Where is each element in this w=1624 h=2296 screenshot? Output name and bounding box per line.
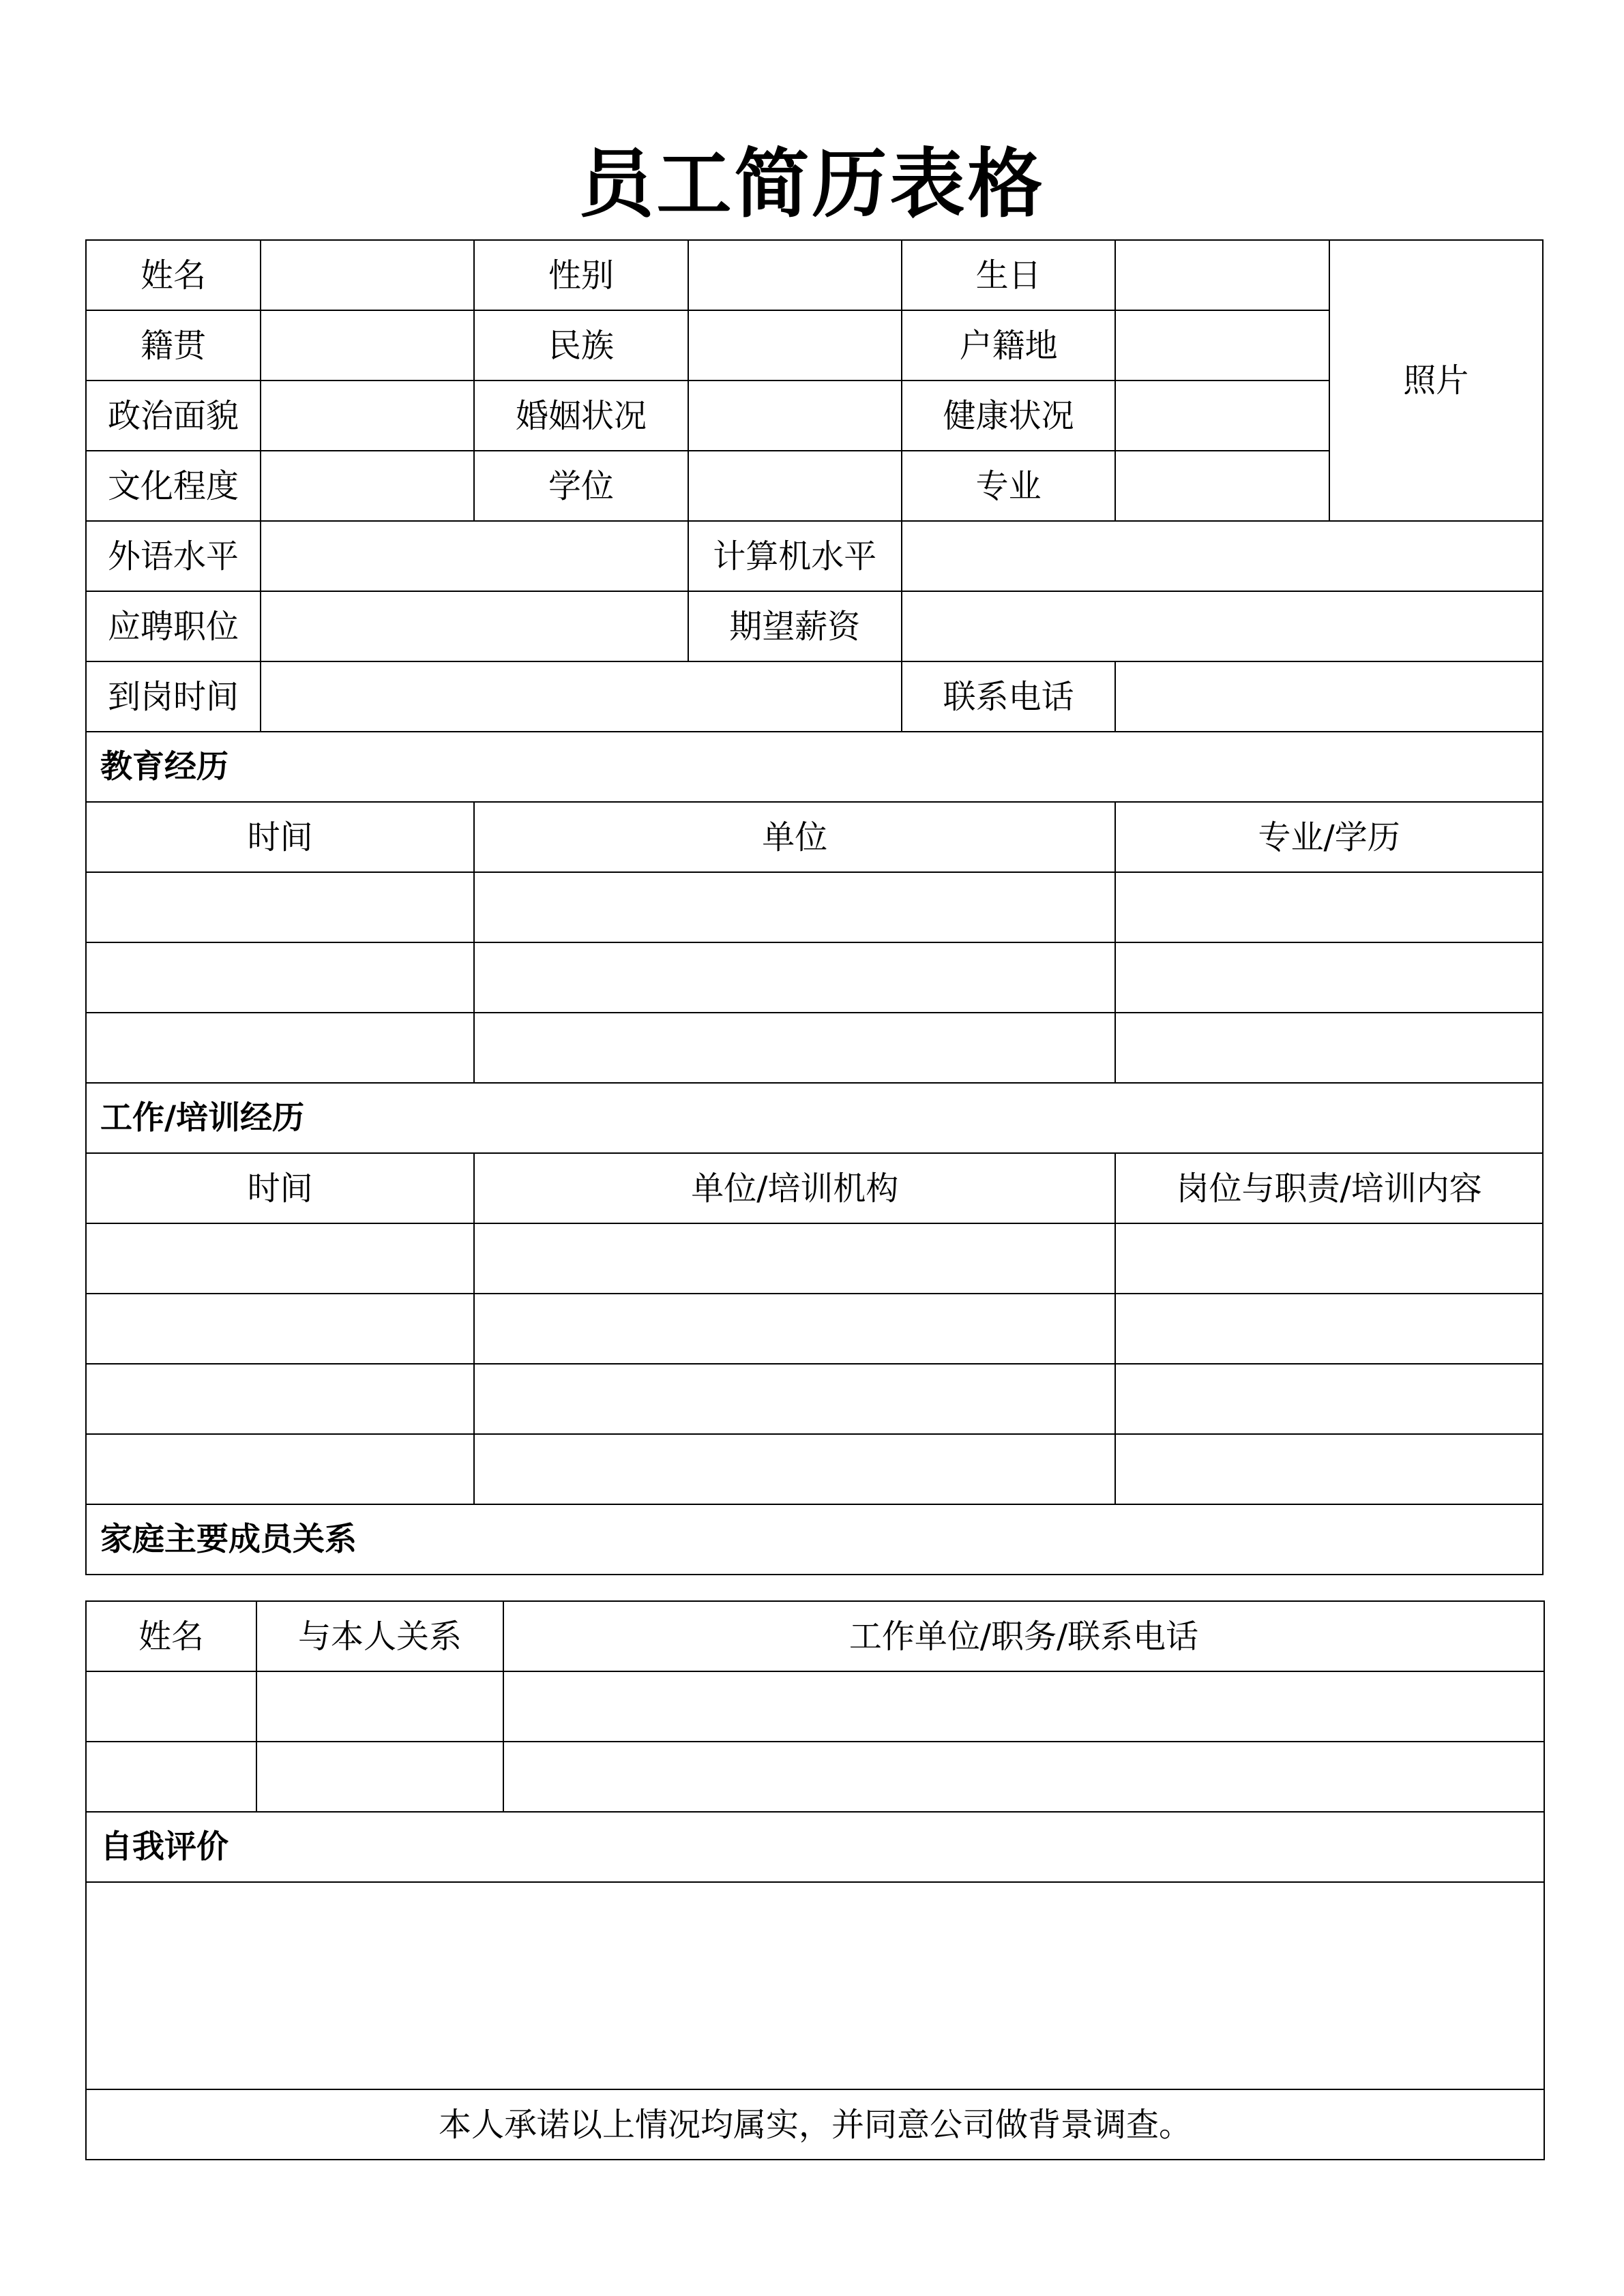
household-field[interactable] [1115,310,1329,381]
work-unit-cell[interactable] [474,1294,1115,1364]
salary-field[interactable] [902,591,1543,661]
family-header-row [86,1601,1544,1671]
work-section-title: 工作/培训经历 [86,1083,1543,1153]
declaration-text: 本人承诺以上情况均属实，并同意公司做背景调查。 [86,2089,1544,2160]
work-unit-cell[interactable] [474,1364,1115,1434]
photo-box[interactable]: 照片 [1329,240,1543,521]
education-level-field[interactable] [261,451,474,521]
education-unit-cell[interactable] [474,1013,1115,1083]
degree-field[interactable] [688,451,902,521]
family-name-cell[interactable] [86,1671,256,1742]
work-header-unit: 单位/培训机构 [474,1153,1115,1223]
work-row [86,1294,1543,1364]
work-header-duty: 岗位与职责/培训内容 [1115,1153,1543,1223]
family-relation-cell[interactable] [256,1742,503,1812]
work-row [86,1223,1543,1294]
education-header-unit: 单位 [474,802,1115,872]
marital-field[interactable] [688,381,902,451]
basic-row-6 [86,591,1543,661]
self-eval-field[interactable] [86,1882,1544,2089]
native-place-field[interactable] [261,310,474,381]
family-header-name: 姓名 [86,1601,256,1671]
political-field[interactable] [261,381,474,451]
work-time-cell[interactable] [86,1223,474,1294]
gender-field[interactable] [688,240,902,310]
declaration-row [86,2089,1544,2160]
native-place-label: 籍贯 [86,310,261,381]
major-label: 专业 [902,451,1115,521]
resume-form-table [85,239,1544,1575]
start-date-field[interactable] [261,661,902,732]
family-header-work: 工作单位/职务/联系电话 [503,1601,1544,1671]
education-time-cell[interactable] [86,1013,474,1083]
education-header-row [86,802,1543,872]
education-time-cell[interactable] [86,942,474,1013]
phone-field[interactable] [1115,661,1543,732]
work-time-cell[interactable] [86,1364,474,1434]
political-label: 政治面貌 [86,381,261,451]
education-unit-cell[interactable] [474,872,1115,942]
work-row [86,1434,1543,1504]
education-header-major: 专业/学历 [1115,802,1543,872]
education-section-row [86,732,1543,802]
computer-label: 计算机水平 [688,521,902,591]
computer-field[interactable] [902,521,1543,591]
position-label: 应聘职位 [86,591,261,661]
family-row [86,1671,1544,1742]
family-section-title: 家庭主要成员关系 [86,1504,1543,1575]
birthday-label: 生日 [902,240,1115,310]
family-work-cell[interactable] [503,1742,1544,1812]
education-major-cell[interactable] [1115,872,1543,942]
work-duty-cell[interactable] [1115,1223,1543,1294]
self-eval-row [86,1882,1544,2089]
basic-row-5 [86,521,1543,591]
education-row [86,872,1543,942]
education-major-cell[interactable] [1115,1013,1543,1083]
education-unit-cell[interactable] [474,942,1115,1013]
degree-label: 学位 [474,451,688,521]
work-unit-cell[interactable] [474,1223,1115,1294]
family-table [85,1600,1545,2160]
self-eval-section-title: 自我评价 [86,1812,1544,1882]
self-eval-section-row [86,1812,1544,1882]
work-header-row [86,1153,1543,1223]
basic-row-2 [86,310,1543,381]
education-major-cell[interactable] [1115,942,1543,1013]
ethnicity-label: 民族 [474,310,688,381]
work-time-cell[interactable] [86,1294,474,1364]
name-label: 姓名 [86,240,261,310]
work-header-time: 时间 [86,1153,474,1223]
education-header-time: 时间 [86,802,474,872]
education-row [86,1013,1543,1083]
health-field[interactable] [1115,381,1329,451]
work-duty-cell[interactable] [1115,1294,1543,1364]
basic-row-4 [86,451,1543,521]
work-duty-cell[interactable] [1115,1434,1543,1504]
phone-label: 联系电话 [902,661,1115,732]
health-label: 健康状况 [902,381,1115,451]
basic-row-7 [86,661,1543,732]
education-time-cell[interactable] [86,872,474,942]
birthday-field[interactable] [1115,240,1329,310]
gender-label: 性别 [474,240,688,310]
marital-label: 婚姻状况 [474,381,688,451]
basic-row-1 [86,240,1543,310]
family-row [86,1742,1544,1812]
work-section-row [86,1083,1543,1153]
ethnicity-field[interactable] [688,310,902,381]
salary-label: 期望薪资 [688,591,902,661]
form-title: 员工简历表格 [578,140,1046,228]
language-label: 外语水平 [86,521,261,591]
work-duty-cell[interactable] [1115,1364,1543,1434]
family-relation-cell[interactable] [256,1671,503,1742]
household-label: 户籍地 [902,310,1115,381]
language-field[interactable] [261,521,688,591]
education-row [86,942,1543,1013]
major-field[interactable] [1115,451,1329,521]
family-work-cell[interactable] [503,1671,1544,1742]
education-section-title: 教育经历 [86,732,1543,802]
name-field[interactable] [261,240,474,310]
work-unit-cell[interactable] [474,1434,1115,1504]
basic-row-3 [86,381,1543,451]
family-section-row [86,1504,1543,1575]
work-time-cell[interactable] [86,1434,474,1504]
work-row [86,1364,1543,1434]
family-header-relation: 与本人关系 [256,1601,503,1671]
family-name-cell[interactable] [86,1742,256,1812]
education-level-label: 文化程度 [86,451,261,521]
start-date-label: 到岗时间 [86,661,261,732]
position-field[interactable] [261,591,688,661]
